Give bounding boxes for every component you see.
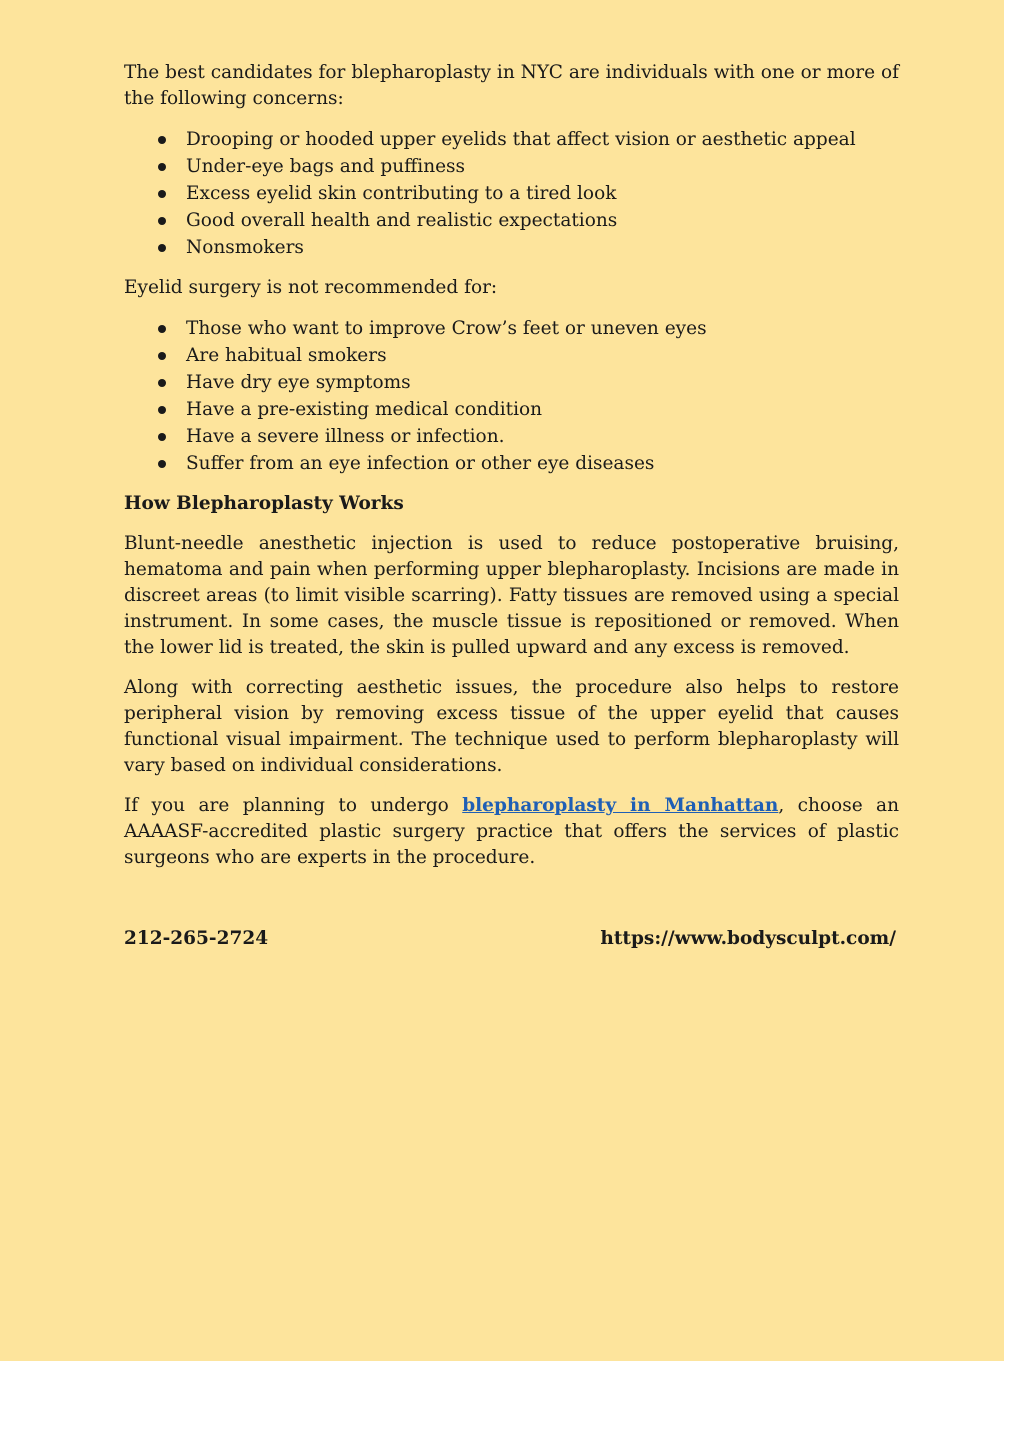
- website-url: https://www.bodysculpt.com/: [600, 928, 896, 949]
- list-item: Good overall health and realistic expectations: [124, 207, 899, 234]
- list-item: Those who want to improve Crow’s feet or uneven eyes: [124, 315, 899, 342]
- list-item: Are habitual smokers: [124, 342, 899, 369]
- section-heading: How Blepharoplasty Works: [124, 493, 404, 514]
- bullet-icon: [158, 352, 166, 360]
- bullet-icon: [158, 244, 166, 252]
- benefits-paragraph: Along with correcting aesthetic issues, the procedure also helps to restore peripheral vision by removing excess tissue of the upper eyelid that causes functional visual impairment. The technique used to perform blepharoplasty will vary based on individual considerations.: [124, 677, 899, 776]
- procedure-paragraph: Blunt-needle anesthetic injection is used to reduce postoperative bruising, hematoma and pain when performing upper blepharoplasty. Incisions are made in discreet areas (to limit visible scarring). Fatty tissues are removed using a special instrument. In some cases, the muscle tissue is repositioned or removed. When the lower lid is treated, the skin is pulled upward and any excess is removed.: [124, 533, 899, 658]
- list-item: Have dry eye symptoms: [124, 369, 899, 396]
- blepharoplasty-manhattan-link[interactable]: blepharoplasty in Manhattan: [462, 795, 779, 816]
- list-item: Nonsmokers: [124, 234, 899, 261]
- bullet-icon: [158, 217, 166, 225]
- bullet-icon: [158, 406, 166, 414]
- intro-paragraph: The best candidates for blepharoplasty in NYC are individuals with one or more of the following concerns:: [124, 62, 899, 109]
- list-item: Have a pre-existing medical condition: [124, 396, 899, 423]
- list-item: Suffer from an eye infection or other eye diseases: [124, 450, 899, 477]
- bullet-icon: [158, 163, 166, 171]
- bullet-icon: [158, 433, 166, 441]
- bullet-icon: [158, 136, 166, 144]
- not-recommended-intro: Eyelid surgery is not recommended for:: [124, 277, 498, 298]
- bullet-icon: [158, 190, 166, 198]
- phone-number: 212-265-2724: [124, 928, 269, 949]
- closing-paragraph: If you are planning to undergo blepharoplasty in Manhattan, choose an AAAASF-accredited plastic surgery practice that offers the services of plastic surgeons who are experts in the procedure.: [124, 795, 899, 868]
- bullet-icon: [158, 379, 166, 387]
- list-item: Excess eyelid skin contributing to a tired look: [124, 180, 899, 207]
- list-item: Drooping or hooded upper eyelids that affect vision or aesthetic appeal: [124, 126, 899, 153]
- candidates-list: [124, 126, 899, 261]
- list-item: Under-eye bags and puffiness: [124, 153, 899, 180]
- bullet-icon: [158, 325, 166, 333]
- list-item: Have a severe illness or infection.: [124, 423, 899, 450]
- bullet-icon: [158, 460, 166, 468]
- not-recommended-list: [124, 315, 899, 477]
- document-body: [124, 60, 899, 885]
